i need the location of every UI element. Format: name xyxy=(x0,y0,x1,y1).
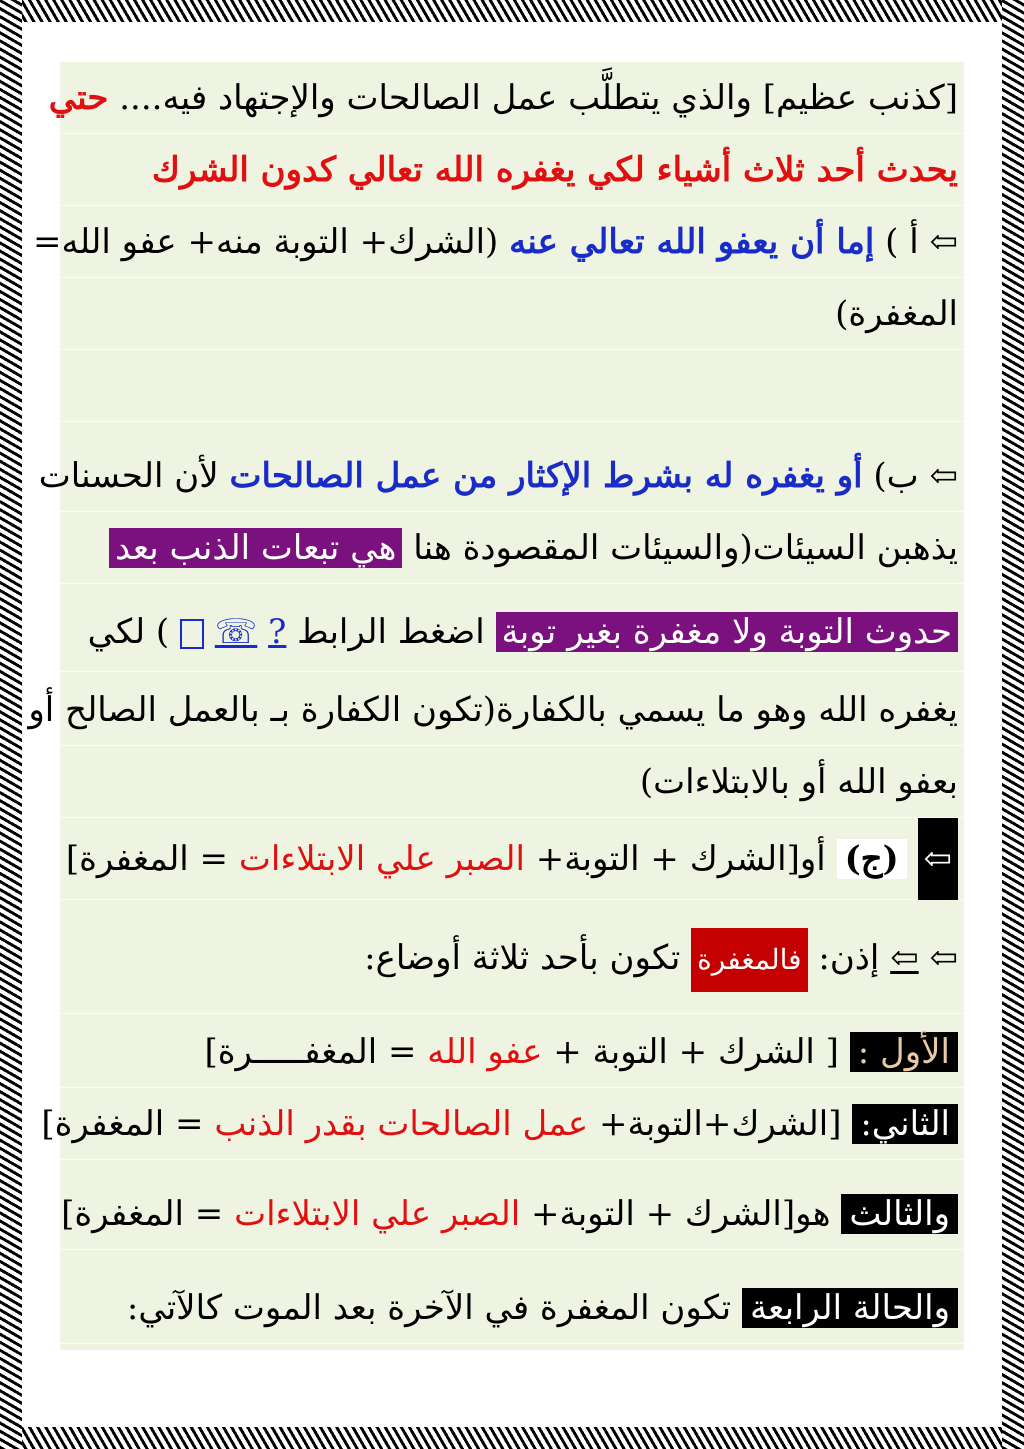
line-14-label: الثاني: xyxy=(852,1104,958,1144)
line-10-text: بعفو الله أو بالابتلاءات) xyxy=(639,762,958,802)
line-6-blue: أو يغفره له بشرط الإكثار من عمل الصالحات xyxy=(229,456,863,496)
line-8-text: اضغط الرابط xyxy=(297,612,485,652)
line-7-text: يذهبن السيئات(والسيئات المقصودة هنا xyxy=(413,528,958,568)
line-1-text: [كذنب عظيم] والذي يتطلَّب عمل الصالحات والإجتهاد فيه.... xyxy=(119,78,958,118)
line-9 xyxy=(28,674,964,746)
line-16-text: تكون المغفرة في الآخرة بعد الموت كالآتي: xyxy=(126,1288,732,1328)
link-question[interactable]: ? xyxy=(268,612,287,652)
line-12-boxed: فالمغفرة xyxy=(691,928,807,992)
line-11-text1: أو[الشرك + التوبة+ xyxy=(535,839,826,879)
line-9-text: يغفره الله وهو ما يسمي بالكفارة(تكون الكفارة بـ بالعمل الصالح أو xyxy=(28,690,958,730)
line-11-label: (ج) xyxy=(837,839,907,879)
line-16 xyxy=(60,1272,964,1344)
arrow-left-icon: ⇦ xyxy=(918,818,959,900)
line-10 xyxy=(60,746,964,818)
line-8 xyxy=(60,592,964,672)
decorative-border-bottom xyxy=(0,1427,1024,1449)
phone-icon[interactable]: ☏ xyxy=(214,612,258,652)
arrow-left-icon: ⇦ xyxy=(929,456,958,496)
line-6-prefix: ب) xyxy=(873,456,919,496)
box-icon[interactable] xyxy=(180,619,204,649)
line-7 xyxy=(60,512,964,584)
decorative-border-right xyxy=(1002,0,1024,1449)
document-page xyxy=(28,62,964,1350)
line-13-label: الأول : xyxy=(850,1032,958,1072)
line-2-heading: يحدث أحد ثلاث أشياء لكي يغفره الله تعالي كدون الشرك xyxy=(151,150,958,190)
line-12-text1: إذن: xyxy=(818,938,880,978)
line-13-red: عفو الله xyxy=(427,1032,543,1072)
line-2 xyxy=(60,134,964,206)
line-13-text2: = المغفـــــرة] xyxy=(204,1032,417,1072)
blank-line xyxy=(60,350,964,422)
line-4-text: المغفرة) xyxy=(835,294,958,334)
line-1 xyxy=(48,62,964,134)
line-15-red: الصبر علي الابتلاءات xyxy=(234,1194,521,1234)
arrow-left-icon: ⇦ xyxy=(929,222,958,262)
line-1-emphasis: حتي xyxy=(48,78,109,118)
line-15 xyxy=(60,1178,964,1250)
line-15-text2: = المغفرة] xyxy=(61,1194,224,1234)
line-12-text2: تكون بأحد ثلاثة أوضاع: xyxy=(364,938,681,978)
line-15-text1: هو[الشرك + التوبة+ xyxy=(531,1194,831,1234)
line-11 xyxy=(60,818,964,900)
line-13 xyxy=(60,1016,964,1088)
line-16-label: والحالة الرابعة xyxy=(742,1288,958,1328)
line-3 xyxy=(33,206,964,278)
line-14-text2: = المغفرة] xyxy=(41,1104,204,1144)
decorative-border-top xyxy=(0,0,1024,22)
line-7-highlight: هي تبعات الذنب بعد xyxy=(109,528,402,568)
line-12 xyxy=(60,902,964,1014)
line-15-label: والثالث xyxy=(841,1194,958,1234)
line-14-text1: [الشرك+التوبة+ xyxy=(599,1104,842,1144)
line-4 xyxy=(60,278,964,350)
line-8-end: ) لكي xyxy=(87,612,170,652)
line-6 xyxy=(38,440,964,512)
line-3-blue: إما أن يعفو الله تعالي عنه xyxy=(509,222,875,262)
line-11-red: الصبر علي الابتلاءات xyxy=(238,839,525,879)
line-8-highlight: حدوث التوبة ولا مغفرة بغير توبة xyxy=(496,612,958,652)
decorative-border-left xyxy=(0,0,22,1449)
line-14-red: عمل الصالحات بقدر الذنب xyxy=(214,1104,589,1144)
line-3-prefix: أ ) xyxy=(885,222,919,262)
line-14 xyxy=(41,1088,964,1160)
line-13-text1: [ الشرك + التوبة + xyxy=(553,1032,839,1072)
arrow-left-icon: ⇦ xyxy=(929,938,958,978)
line-6-text: لأن الحسنات xyxy=(38,456,219,496)
line-3-text: (الشرك+ التوبة منه+ عفو الله= xyxy=(33,222,499,262)
line-11-text2: = المغفرة] xyxy=(65,839,229,879)
arrow-left-underlined-icon: ⇦ xyxy=(890,938,919,978)
